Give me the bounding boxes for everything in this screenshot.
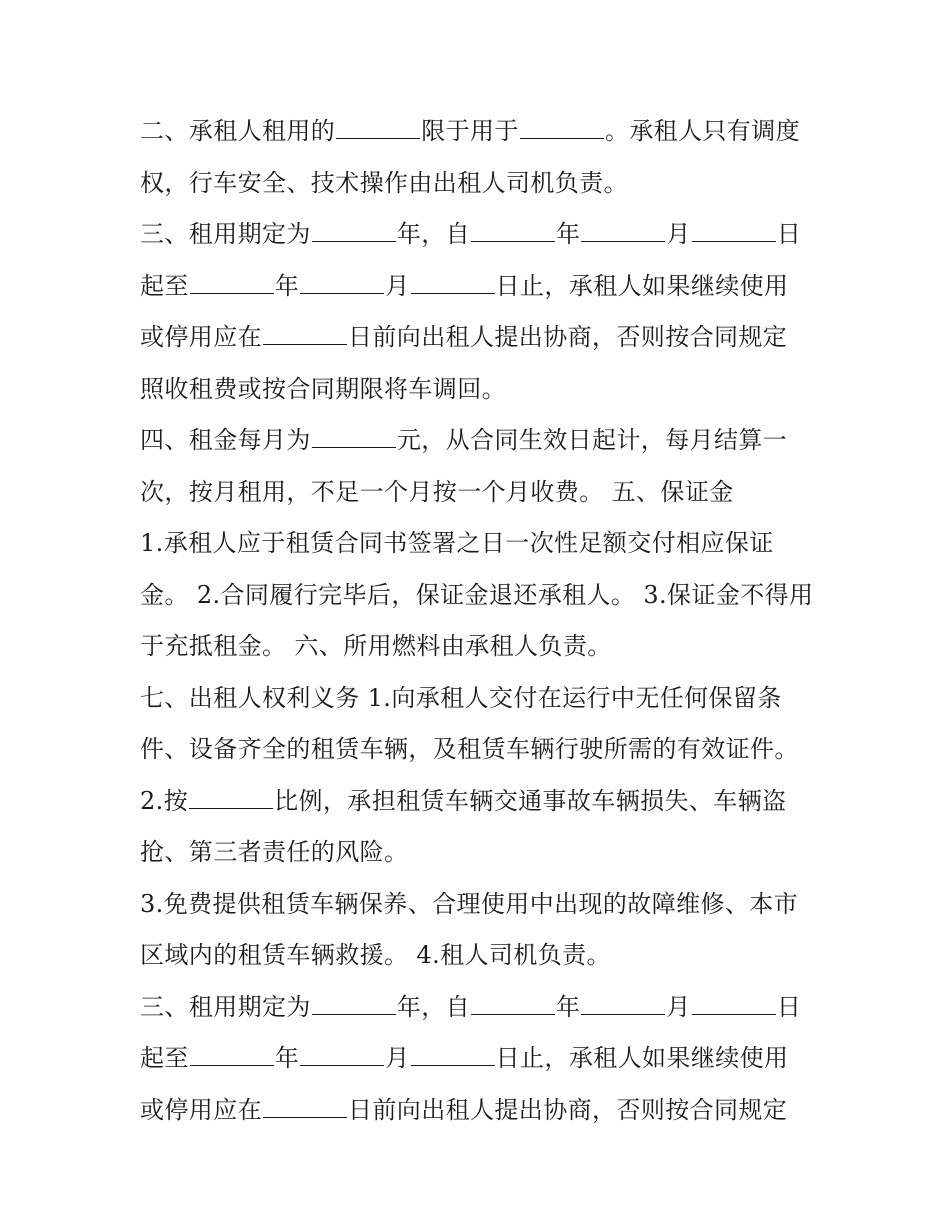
text-line [140,570,820,622]
text-segment: 年 [274,271,300,300]
text-line [140,879,820,931]
text-line [140,776,820,828]
fill-blank[interactable] [263,322,347,345]
text-segment: 权，行车安全、技术操作由出租人司机负责。 [140,168,628,197]
text-segment: 四、租金每月为 [140,426,311,454]
fill-blank[interactable] [411,271,495,294]
fill-blank[interactable] [411,1043,495,1066]
fill-blank[interactable] [581,219,665,242]
fill-blank[interactable] [581,992,665,1015]
text-line [140,209,820,261]
text-line [140,724,820,776]
text-line [140,982,820,1034]
text-line [140,312,820,364]
fill-blank[interactable] [312,425,396,448]
text-segment: 2.按 [140,786,189,815]
text-segment: 三、租用期定为 [140,992,311,1021]
text-segment: 月 [666,220,691,248]
text-segment: 照收租费或按合同期限将车调回。 [140,374,506,403]
text-segment: 3.免费提供租赁车辆保养、合理使用中出现的故障维修、本市 [140,889,799,918]
text-line [140,1033,820,1085]
text-segment: 七、出租人权利义务 1.向承租人交付在运行中无任何保留条 [140,683,782,712]
text-line [140,467,820,519]
fill-blank[interactable] [471,219,555,242]
text-line [140,827,820,879]
text-segment: 比例，承担租赁车辆交通事故车辆损失、车辆盗 [274,786,787,815]
text-line [140,930,820,982]
fill-blank[interactable] [312,992,396,1015]
document-page [140,106,820,1136]
text-segment: 年，自 [396,992,471,1021]
fill-blank[interactable] [312,219,396,242]
text-segment: 次，按月租用，不足一个月按一个月收费。 五、保证金 [140,477,734,506]
fill-blank[interactable] [692,219,776,242]
text-line [140,673,820,725]
text-line [140,621,820,673]
text-segment: 日前向出租人提出协商，否则按合同规定 [348,1095,788,1124]
text-segment: 区域内的租赁车辆救援。 4.租人司机负责。 [140,941,611,969]
text-segment: 起至 [140,271,189,300]
text-segment: 日前向出租人提出协商，否则按合同规定 [348,323,788,351]
text-segment: 1.承租人应于租赁合同书签署之日一次性足额交付相应保证 [140,529,774,557]
text-segment: 年，自 [396,220,471,248]
text-line [140,158,820,210]
text-segment: 月 [666,992,691,1021]
text-segment: 月 [385,271,410,300]
fill-blank[interactable] [471,992,555,1015]
text-line [140,261,820,313]
text-segment: 年 [556,220,581,248]
text-line [140,364,820,416]
fill-blank[interactable] [300,1043,384,1066]
fill-blank[interactable] [520,116,604,139]
text-line [140,1085,820,1137]
text-segment: 或停用应在 [140,323,262,351]
fill-blank[interactable] [300,271,384,294]
text-segment: 金。 2.合同履行完毕后，保证金退还承租人。 3.保证金不得用 [140,580,814,609]
text-segment: 起至 [140,1044,189,1072]
text-line [140,518,820,570]
text-segment: 日 [776,992,802,1021]
text-segment: 于充抵租金。 六、所用燃料由承租人负责。 [140,632,612,660]
text-line [140,106,820,158]
text-segment: 日止，承租人如果继续使用 [495,1044,789,1072]
text-segment: 抢、第三者责任的风险。 [140,838,409,866]
text-segment: 元，从合同生效日起计，每月结算一 [396,426,788,454]
fill-blank[interactable] [692,992,776,1015]
fill-blank[interactable] [190,1043,274,1066]
text-segment: 月 [385,1044,410,1072]
text-segment: 日止，承租人如果继续使用 [495,271,789,300]
text-segment: 件、设备齐全的租赁车辆，及租赁车辆行驶所需的有效证件。 [140,735,799,763]
text-segment: 二、承租人租用的 [140,117,336,145]
text-segment: 年 [556,992,581,1021]
text-segment: 。承租人只有调度 [604,117,801,145]
fill-blank[interactable] [190,271,274,294]
text-segment: 年 [274,1044,300,1072]
fill-blank[interactable] [336,116,420,139]
fill-blank[interactable] [263,1095,347,1118]
text-line [140,415,820,467]
fill-blank[interactable] [189,786,273,809]
text-segment: 日 [776,220,802,248]
text-segment: 或停用应在 [140,1095,262,1124]
text-segment: 三、租用期定为 [140,220,311,248]
text-segment: 限于用于 [421,117,519,145]
